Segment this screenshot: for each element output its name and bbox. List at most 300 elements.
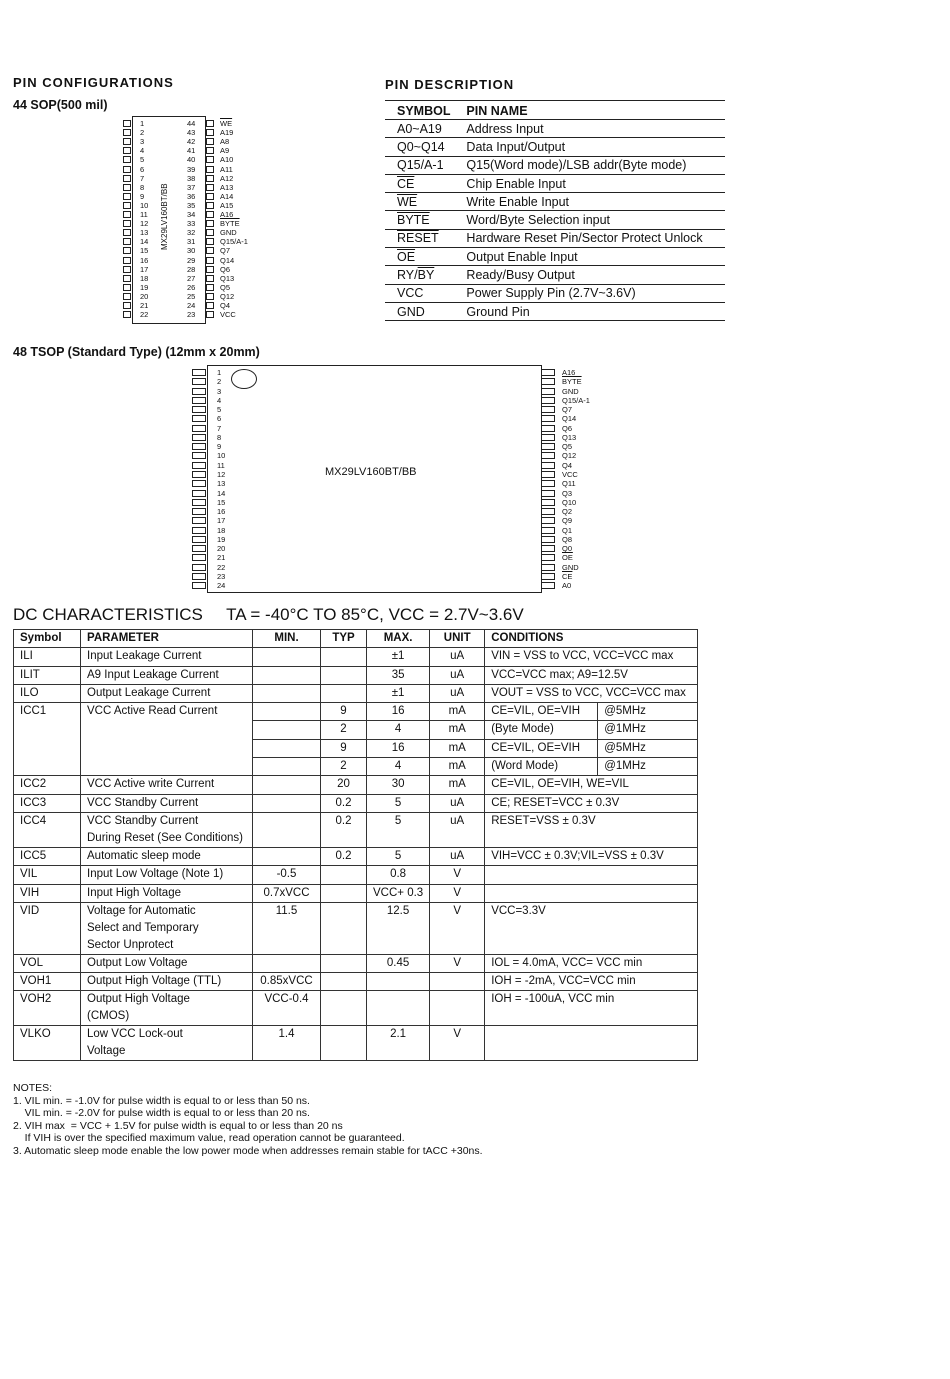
tsop-pin-box: [541, 452, 555, 459]
dc-cell-max: 0.8: [367, 866, 430, 884]
tsop-pin-box: [541, 508, 555, 515]
pin-desc-symbol: [385, 302, 456, 320]
pin-desc-symbol-text: $\overline{OE}$: [397, 249, 416, 264]
pin-desc-row: [385, 266, 725, 284]
sop-pin-box: [123, 184, 131, 191]
sop-pin-signal: A19: [220, 128, 234, 138]
tsop-pin-signal: Q10: [562, 497, 577, 507]
tsop-pin-box: [541, 527, 555, 534]
tsop-pin-box: [192, 397, 206, 404]
pin-desc-symbol: [385, 120, 456, 138]
dc-characteristics-table: [13, 629, 698, 1061]
dc-cell-min: [253, 776, 321, 794]
dc-cell-cond: [485, 1026, 698, 1061]
dc-cell-typ: [321, 991, 367, 1026]
dc-row: [14, 991, 698, 1026]
dc-cell-unit: uA: [430, 847, 485, 865]
sop-pin-number: 7: [140, 173, 145, 183]
sop-pin-box: [123, 120, 131, 127]
dc-cell-typ: 2: [321, 721, 367, 739]
tsop-pin-signal: $\overline{CE}$: [562, 571, 573, 581]
dc-cell-freq: @5MHz: [598, 703, 698, 721]
dc-cell-max: ±1: [367, 648, 430, 666]
tsop-pin-box: [541, 369, 555, 376]
tsop-pin-box: [192, 573, 206, 580]
dc-cell-max: 16: [367, 739, 430, 757]
tsop-pin-signal: A0: [562, 581, 572, 591]
dc-cell-max: VCC+ 0.3: [367, 884, 430, 902]
pin-desc-row: [385, 193, 725, 211]
tsop-pin-box: [192, 415, 206, 422]
sop-pin-box: [206, 293, 214, 300]
dc-cell-unit: uA: [430, 794, 485, 812]
dc-cell-min: [253, 721, 321, 739]
dc-cell-max: ±1: [367, 684, 430, 702]
tsop-pin-number: 4: [217, 395, 222, 405]
dc-cell-param: VCC Active write Current: [81, 776, 253, 794]
sop-pin-signal: VCC: [220, 310, 236, 320]
dc-cell-typ: [321, 954, 367, 972]
tsop-pin-box: [541, 545, 555, 552]
pin-desc-symbol-text: Q15/A-1: [397, 158, 444, 173]
dc-cell-max: [367, 991, 430, 1026]
tsop-pin-signal: Q14: [562, 414, 577, 424]
dc-row: [14, 973, 698, 991]
pin-desc-symbol-text: VCC: [397, 286, 424, 301]
tsop-pin-signal: Q6: [562, 423, 573, 433]
dc-cell-cond: (Word Mode): [485, 758, 598, 776]
sop-pin-signal: A9: [220, 146, 230, 156]
sop-pin-box: [123, 156, 131, 163]
sop-pin-number: 10: [140, 200, 149, 210]
sop-pin-number: 28: [187, 264, 196, 274]
dc-cell-param: Input Leakage Current: [81, 648, 253, 666]
sop-pin-number: 38: [187, 173, 196, 183]
tsop-pin-box: [541, 573, 555, 580]
dc-cell-typ: 0.2: [321, 847, 367, 865]
dc-cell-min: 11.5: [253, 902, 321, 954]
sop-pin-box: [123, 293, 131, 300]
tsop-pin-number: 9: [217, 442, 222, 452]
sop-pin-number: 27: [187, 273, 196, 283]
dc-cell-param: Low VCC Lock-out Voltage: [81, 1026, 253, 1061]
pin-desc-name: Power Supply Pin (2.7V~3.6V): [456, 284, 725, 302]
pin-desc-symbol-text: A0~A19: [397, 121, 442, 136]
dc-cell-unit: uA: [430, 666, 485, 684]
notes: NOTES: 1. VIL min. = -1.0V for pulse width is equal to or less than 50 ns. VIL min. = -2.0V for pulse width is equal to or less than 20 ns. 2. VIH max = VCC + 1.5V for pulse width is equal to or less than 20 ns If VIH is over the specified maximum value, read operation cannot be guaranteed. 3. Automatic sleep mode enable the low power mode when addresses remain stable for tACC +30ns.: [13, 1082, 483, 1157]
sop-pin-box: [123, 275, 131, 282]
tsop-pin-signal: Q13: [562, 432, 577, 442]
tsop-pin-box: [541, 443, 555, 450]
dc-cell-unit: V: [430, 866, 485, 884]
dc-cell-typ: 2: [321, 758, 367, 776]
tsop-pin-signal: Q9: [562, 516, 573, 526]
tsop-pin-box: [192, 443, 206, 450]
dc-cell-max: 5: [367, 794, 430, 812]
tsop-pin-signal: Q12: [562, 451, 577, 461]
tsop-pin-box: [192, 545, 206, 552]
dc-cell-max: 0.45: [367, 954, 430, 972]
dc-cell-unit: mA: [430, 721, 485, 739]
tsop-pin-box: [541, 388, 555, 395]
tsop-pin-number: 24: [217, 581, 226, 591]
pin-desc-symbol: [385, 174, 456, 192]
dc-cell-sym: VID: [14, 902, 81, 954]
pin-desc-symbol: [385, 211, 456, 229]
dc-cell-param: Output High Voltage (CMOS): [81, 991, 253, 1026]
dc-cell-min: 0.85xVCC: [253, 973, 321, 991]
dc-cell-freq: @1MHz: [598, 721, 698, 739]
dc-cell-sym: ICC5: [14, 847, 81, 865]
tsop-pin-box: [541, 406, 555, 413]
dc-header-min: MIN.: [253, 630, 321, 648]
dc-row: [14, 884, 698, 902]
dc-cell-cond: [485, 866, 698, 884]
pin-desc-row: [385, 211, 725, 229]
dc-cell-sym: ILI: [14, 648, 81, 666]
dc-cell-unit: uA: [430, 812, 485, 847]
tsop-pin-number: 6: [217, 414, 222, 424]
pin-desc-name: Ground Pin: [456, 302, 725, 320]
dc-cell-param: Input High Voltage: [81, 884, 253, 902]
sop-pin-box: [123, 175, 131, 182]
pin-desc-row: [385, 248, 725, 266]
pin-desc-name: Ready/Busy Output: [456, 266, 725, 284]
tsop-pin-number: 22: [217, 562, 226, 572]
sop-pin-signal: A13: [220, 182, 234, 192]
dc-cell-unit: uA: [430, 684, 485, 702]
sop-pin-number: 20: [140, 291, 149, 301]
dc-cell-min: [253, 847, 321, 865]
sop-pin-number: 23: [187, 310, 196, 320]
dc-cell-cond: VOUT = VSS to VCC, VCC=VCC max: [485, 684, 698, 702]
sop-pin-number: 34: [187, 210, 196, 219]
dc-cell-sym: ICC2: [14, 776, 81, 794]
tsop-pin-number: 15: [217, 497, 226, 507]
dc-cell-min: [253, 758, 321, 776]
dc-cell-unit: mA: [430, 739, 485, 757]
dc-cell-sym: ICC4: [14, 812, 81, 847]
tsop-chip-body: [207, 365, 542, 593]
sop-pin-box: [123, 266, 131, 273]
pin-desc-row: [385, 138, 725, 156]
sop-pin-number: 8: [140, 182, 145, 192]
sop-pin-number: 32: [187, 228, 196, 238]
sop-pin-signal: Q4: [220, 301, 231, 310]
sop-pin-box: [123, 202, 131, 209]
tsop-chip-label: MX29LV160BT/BB: [325, 466, 417, 478]
sop-pin-box: [123, 311, 131, 318]
sop-pin-number: 42: [187, 137, 196, 147]
tsop-pin-box: [192, 471, 206, 478]
dc-cell-min: [253, 648, 321, 666]
dc-cell-sym: VOH2: [14, 991, 81, 1026]
dc-cell-max: 30: [367, 776, 430, 794]
sop-pin-box: [206, 193, 214, 200]
dc-cell-cond: VCC=3.3V: [485, 902, 698, 954]
sop-pin-number: 30: [187, 246, 196, 256]
tsop-pin-number: 3: [217, 386, 222, 396]
sop-pin-box: [206, 184, 214, 191]
dc-cell-unit: V: [430, 954, 485, 972]
dc-cell-cond: CE=VIL, OE=VIH: [485, 703, 598, 721]
header-symbol: SYMBOL: [385, 101, 456, 120]
sop-pin-number: 24: [187, 301, 196, 310]
tsop-pin-box: [192, 499, 206, 506]
tsop-pin-box: [192, 434, 206, 441]
tsop-pin-number: 5: [217, 405, 222, 415]
dc-cell-unit: mA: [430, 776, 485, 794]
tsop-pin-box: [192, 462, 206, 469]
dc-header-parameter: PARAMETER: [81, 630, 253, 648]
dc-cell-sym: ILO: [14, 684, 81, 702]
dc-row: [14, 703, 698, 721]
pin-desc-name: Write Enable Input: [456, 193, 725, 211]
sop-pin-number: 41: [187, 146, 196, 156]
tsop-pin-signal: $\overline{OE}$: [562, 553, 573, 563]
tsop-pin-box: [192, 490, 206, 497]
tsop-pin-box: [192, 452, 206, 459]
sop-pin-box: [206, 302, 214, 309]
tsop-pin-number: 17: [217, 516, 226, 526]
sop-pin-number: 25: [187, 291, 196, 301]
sop-pin-box: [123, 229, 131, 236]
dc-cell-min: 1.4: [253, 1026, 321, 1061]
tsop-pin-number: 19: [217, 534, 226, 544]
tsop-pin-box: [192, 378, 206, 385]
dc-cell-typ: [321, 884, 367, 902]
sop-pin-number: 37: [187, 182, 196, 192]
dc-cell-min: [253, 812, 321, 847]
tsop-title: 48 TSOP (Standard Type) (12mm x 20mm): [13, 345, 260, 359]
pin-desc-name: Hardware Reset Pin/Sector Protect Unlock: [456, 229, 725, 247]
dc-cell-unit: [430, 991, 485, 1026]
sop-pin-signal: A14: [220, 191, 234, 201]
pin-desc-name: Chip Enable Input: [456, 174, 725, 192]
dc-cell-max: 2.1: [367, 1026, 430, 1061]
pin-desc-name: Address Input: [456, 120, 725, 138]
tsop-pin-number: 10: [217, 451, 226, 461]
dc-cell-typ: [321, 648, 367, 666]
tsop-pin-box: [192, 480, 206, 487]
dc-cell-sym: VIL: [14, 866, 81, 884]
sop-pin-signal: Q7: [220, 246, 231, 256]
tsop-pin-number: 13: [217, 479, 226, 489]
pin-desc-symbol: [385, 193, 456, 211]
pin-desc-symbol-text: RESET: [397, 231, 439, 246]
sop-pin-box: [206, 129, 214, 136]
sop-pin-signal: GND: [220, 228, 237, 238]
sop-pin-number: 33: [187, 219, 196, 229]
tsop-pin-signal: Q1: [562, 525, 573, 535]
pin-desc-symbol: [385, 266, 456, 284]
tsop-pin-box: [541, 415, 555, 422]
dc-cell-max: 4: [367, 721, 430, 739]
sop-pin-number: 19: [140, 282, 149, 292]
dc-cell-max: [367, 973, 430, 991]
dc-cell-param: VCC Active Read Current: [81, 703, 253, 776]
pin-desc-name: Output Enable Input: [456, 248, 725, 266]
header-pin-name: PIN NAME: [456, 101, 725, 120]
dc-cell-sym: VOH1: [14, 973, 81, 991]
sop-pin-box: [123, 257, 131, 264]
sop-pin-signal: Q6: [220, 264, 231, 274]
sop-pin-number: 31: [187, 237, 196, 247]
pin-desc-row: [385, 174, 725, 192]
pin-desc-symbol-text: $\overline{CE}$: [397, 176, 415, 191]
sop-pin-box: [206, 238, 214, 245]
sop-pin-box: [206, 202, 214, 209]
sop-pin-signal: A8: [220, 137, 230, 147]
tsop-pin-box: [192, 406, 206, 413]
sop-pin-number: 17: [140, 264, 149, 274]
dc-cell-min: [253, 739, 321, 757]
dc-cell-min: [253, 954, 321, 972]
dc-cell-cond: IOH = -100uA, VCC min: [485, 991, 698, 1026]
dc-cell-min: 0.7xVCC: [253, 884, 321, 902]
dc-cell-cond: VIH=VCC ± 0.3V;VIL=VSS ± 0.3V: [485, 847, 698, 865]
sop-pin-box: [206, 166, 214, 173]
tsop-pin-box: [541, 425, 555, 432]
sop-pin-box: [123, 220, 131, 227]
tsop-pin-number: 16: [217, 507, 226, 517]
pin-desc-symbol: [385, 248, 456, 266]
sop-pin-box: [206, 247, 214, 254]
dc-row: [14, 684, 698, 702]
sop-pin-box: [206, 257, 214, 264]
tsop-pin-number: 1: [217, 368, 222, 377]
dc-cell-param: Input Low Voltage (Note 1): [81, 866, 253, 884]
dc-cell-param: Output Low Voltage: [81, 954, 253, 972]
dc-cell-min: -0.5: [253, 866, 321, 884]
tsop-pin-box: [541, 480, 555, 487]
tsop-pin-signal: Q11: [562, 479, 576, 489]
tsop-pin-box: [541, 490, 555, 497]
sop-pin-number: 15: [140, 246, 149, 256]
tsop-pin-box: [541, 564, 555, 571]
pin-desc-symbol-text: GND: [397, 304, 425, 319]
sop-pin-number: 29: [187, 255, 196, 265]
sop-chip-label: MX29LV160BT/BB: [160, 183, 169, 250]
pin1-marker: [231, 369, 257, 389]
dc-cell-param: Voltage for Automatic Select and Temporary Sector Unprotect: [81, 902, 253, 954]
sop-pin-box: [123, 302, 131, 309]
dc-header-max: MAX.: [367, 630, 430, 648]
tsop-pin-signal: Q3: [562, 488, 573, 498]
dc-cell-typ: [321, 666, 367, 684]
dc-cell-typ: [321, 684, 367, 702]
pin-desc-symbol-text: $\overline{WE}$: [397, 194, 418, 209]
sop-pin-number: 39: [187, 164, 196, 174]
dc-cell-sym: VIH: [14, 884, 81, 902]
sop-pin-number: 13: [140, 228, 149, 238]
pin-desc-row: [385, 229, 725, 247]
sop-pin-number: 43: [187, 128, 196, 138]
tsop-pin-box: [192, 388, 206, 395]
dc-title: DC CHARACTERISTICS TA = -40°C TO 85°C, VCC = 2.7V~3.6V: [13, 605, 524, 624]
sop-pin-box: [206, 147, 214, 154]
dc-cell-min: [253, 794, 321, 812]
dc-cell-cond: IOH = -2mA, VCC=VCC min: [485, 973, 698, 991]
sop-pin-box: [123, 166, 131, 173]
sop-pin-box: [206, 175, 214, 182]
sop-pin-number: 6: [140, 164, 145, 174]
tsop-pin-signal: Q8: [562, 534, 573, 544]
dc-cell-param: Automatic sleep mode: [81, 847, 253, 865]
sop-pin-box: [206, 138, 214, 145]
pin-desc-name: Q15(Word mode)/LSB addr(Byte mode): [456, 156, 725, 174]
tsop-pin-box: [192, 554, 206, 561]
tsop-pin-box: [541, 434, 555, 441]
dc-cell-unit: mA: [430, 758, 485, 776]
dc-cell-cond: VIN = VSS to VCC, VCC=VCC max: [485, 648, 698, 666]
tsop-pin-signal: Q0: [562, 544, 573, 554]
sop-pin-signal: A12: [220, 173, 234, 183]
dc-cell-sym: ILIT: [14, 666, 81, 684]
tsop-pin-number: 2: [217, 377, 222, 387]
sop-pin-signal: A11: [220, 164, 233, 174]
tsop-pin-box: [541, 462, 555, 469]
dc-header-conditions: CONDITIONS: [485, 630, 698, 648]
sop-pin-box: [123, 211, 131, 218]
dc-cell-cond: VCC=VCC max; A9=12.5V: [485, 666, 698, 684]
sop-pin-signal: BYTE: [220, 219, 240, 229]
dc-row: [14, 648, 698, 666]
tsop-pin-box: [192, 369, 206, 376]
pin-desc-name: Word/Byte Selection input: [456, 211, 725, 229]
dc-cell-max: 5: [367, 812, 430, 847]
sop-pin-number: 40: [187, 155, 196, 165]
sop-pin-box: [206, 229, 214, 236]
tsop-pin-number: 21: [217, 553, 226, 563]
pin-config-title: PIN CONFIGURATIONS: [13, 75, 174, 90]
sop-pin-box: [123, 138, 131, 145]
sop-pin-number: 26: [187, 282, 196, 292]
dc-row: [14, 902, 698, 954]
dc-cell-typ: [321, 902, 367, 954]
dc-row: [14, 812, 698, 847]
dc-cell-cond: CE=VIL, OE=VIH, WE=VIL: [485, 776, 698, 794]
dc-cell-unit: V: [430, 884, 485, 902]
sop-pin-signal: A16: [220, 210, 234, 219]
dc-header-symbol: Symbol: [14, 630, 81, 648]
sop-pin-number: 12: [140, 219, 149, 229]
dc-header-unit: UNIT: [430, 630, 485, 648]
pin-description-table: [385, 100, 725, 321]
tsop-pin-number: 14: [217, 488, 226, 498]
dc-cell-typ: 0.2: [321, 794, 367, 812]
sop-pin-signal: Q14: [220, 255, 235, 265]
dc-cell-unit: uA: [430, 648, 485, 666]
sop-pin-box: [206, 266, 214, 273]
sop-pin-box: [206, 275, 214, 282]
tsop-pin-signal: GND: [562, 386, 579, 396]
tsop-pin-number: 8: [217, 432, 222, 442]
dc-cell-max: 5: [367, 847, 430, 865]
sop-pin-box: [123, 129, 131, 136]
dc-row: [14, 1026, 698, 1061]
sop-pin-number: 36: [187, 191, 196, 201]
sop-pin-box: [123, 147, 131, 154]
dc-cell-typ: [321, 973, 367, 991]
dc-row: [14, 794, 698, 812]
pin-desc-symbol-text: Q0~Q14: [397, 139, 445, 154]
tsop-pin-box: [541, 397, 555, 404]
sop-pin-number: 21: [140, 301, 149, 310]
dc-cell-sym: ICC1: [14, 703, 81, 776]
tsop-pin-box: [192, 564, 206, 571]
dc-cell-cond: IOL = 4.0mA, VCC= VCC min: [485, 954, 698, 972]
